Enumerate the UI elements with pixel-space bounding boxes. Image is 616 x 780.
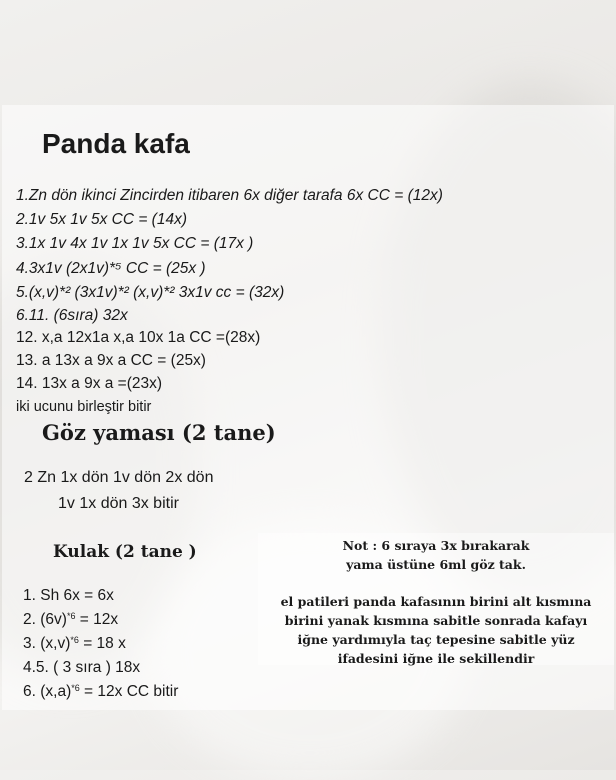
ear-heading: Kulak (2 tane ): [53, 542, 197, 562]
instruction-row-5: 5.(x,v)*² (3x1v)*² (x,v)*² 3x1v cc = (32x): [16, 284, 285, 301]
eye-patch-line-2: 1v 1x dön 3x bitir: [58, 495, 179, 512]
instruction-row-6: 6.11. (6sıra) 32x: [16, 307, 128, 324]
instruction-row-1: 1.Zn dön ikinci Zincirden itibaren 6x diğer tarafa 6x CC = (12x): [16, 187, 443, 204]
instruction-finish: iki ucunu birleştir bitir: [16, 399, 152, 415]
note-line-2: yama üstüne 6ml göz tak.: [346, 557, 526, 572]
eye-patch-heading: Göz yaması (2 tane): [42, 420, 276, 445]
ear-row: 4.5. ( 3 sıra ) 18x: [23, 659, 141, 676]
ear-row: 6. $(x,a)^{*6} = 12x$ CC bitir: [23, 683, 179, 700]
instruction-row-13: 13. a 13x a 9x a CC = (25x): [16, 352, 206, 369]
note-line-1: Not : 6 sıraya 3x bırakarak: [342, 538, 530, 553]
note-line-3: el patileri panda kafasının birini alt kısmına: [280, 594, 592, 609]
ear-row: 3. $(x,v)^{*6} = 18$ x: [23, 635, 126, 652]
instruction-row-3: 3.1x 1v 4x 1v 1x 1v 5x CC = (17x ): [16, 235, 254, 252]
instruction-row-4: 4.3x1v (2x1v)*⁵ CC = (25x ): [16, 260, 206, 277]
ear-row: 1. Sh 6x = 6x: [23, 587, 114, 604]
instruction-row-12: 12. x,a 12x1a x,a 10x 1a CC =(28x): [16, 329, 261, 346]
page-title: Panda kafa: [42, 128, 190, 159]
instruction-row-2: 2.1v 5x 1v 5x CC = (14x): [16, 211, 187, 228]
note-line-6: ifadesini iğne ile sekillendir: [337, 651, 535, 666]
instruction-row-14: 14. 13x a 9x a =(23x): [16, 375, 163, 392]
ear-row: 2. $(6v)^{*6} = 12x$: [23, 611, 119, 628]
eye-patch-line-1: 2 Zn 1x dön 1v dön 2x dön: [24, 469, 214, 486]
note-line-4: birini yanak kısmına sabitle sonrada kafayı: [284, 613, 588, 628]
note-line-5: iğne yardımıyla taç tepesine sabitle yüz: [297, 632, 575, 647]
